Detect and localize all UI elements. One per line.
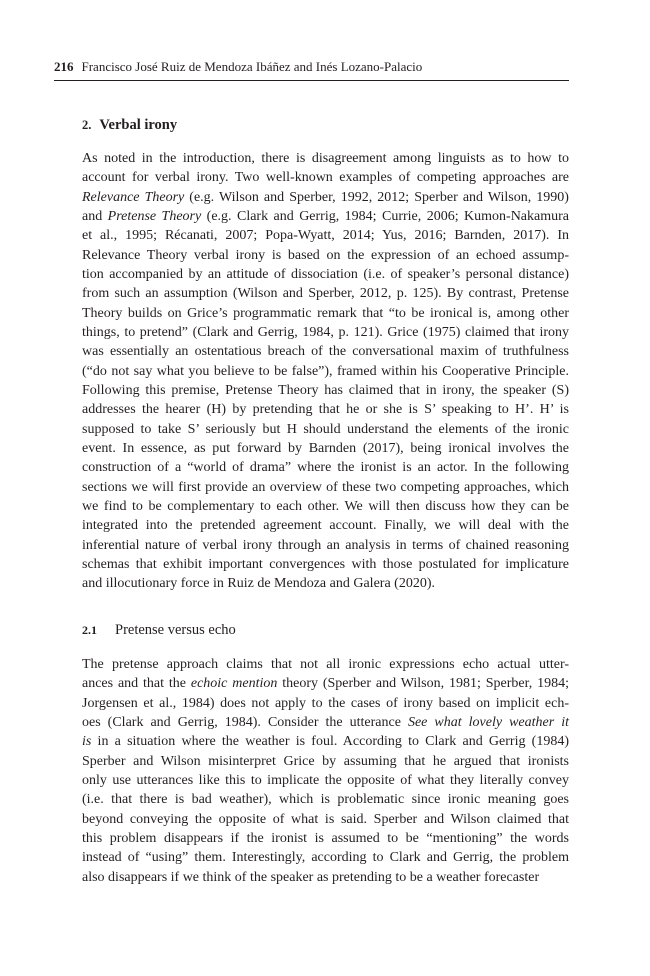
section-heading — [82, 115, 177, 135]
text-line — [82, 771, 569, 790]
header-rule — [54, 80, 569, 81]
text-line — [82, 226, 569, 245]
section-title: Verbal irony — [99, 117, 178, 133]
italic-term: Relevance Theory — [82, 189, 185, 205]
text-line — [82, 188, 569, 207]
paragraph-intro — [82, 149, 569, 594]
text-line — [82, 752, 569, 771]
text-line — [82, 458, 569, 477]
text-run: from such an assumption (Wilson and Sperber, 2012, p. 125). By contrast, Pretense — [82, 286, 569, 302]
subsection-number: 2.1 — [82, 623, 97, 637]
text-line — [82, 284, 569, 303]
text-line — [82, 149, 569, 168]
running-head — [54, 58, 569, 76]
italic-term: Pretense Theory — [107, 208, 202, 224]
text-run: As noted in the introduction, there is disagreement among linguists as to how to — [82, 151, 569, 166]
subsection-heading — [82, 620, 236, 640]
text-run: things, to pretend” (Clark and Gerrig, 1984, p. 121). Grice (1975) claimed that irony — [82, 324, 569, 340]
text-line — [82, 810, 569, 829]
text-run: (e.g. Clark and Gerrig, 1984; Currie, 2006; Kumon-Nakamura — [201, 208, 570, 224]
text-run: ances and that the — [82, 676, 191, 692]
text-run: sections we will first provide an overview of these two competing approaches, which — [82, 479, 569, 495]
text-line — [82, 655, 569, 674]
text-run: construction of a “world of drama” where the ironist is an actor. In the following — [82, 460, 569, 476]
text-line — [82, 713, 569, 732]
text-run: supposed to take S’ seriously but H should understand the elements of the ironic — [82, 421, 569, 437]
text-run: this problem disappears if the ironist is assumed to be “mentioning” the words — [82, 830, 569, 846]
text-run: and illocutionary force in Ruiz de Mendoza and Galera (2020). — [82, 576, 435, 592]
text-line — [82, 362, 569, 381]
text-line — [82, 536, 569, 555]
text-line — [82, 732, 569, 751]
text-run: (e.g. Wilson and Sperber, 1992, 2012; Sperber and Wilson, 1990) — [184, 189, 569, 205]
text-line — [82, 439, 569, 458]
text-line — [82, 516, 569, 535]
text-line — [82, 829, 569, 848]
text-run: in a situation where the weather is foul. According to Clark and Gerrig (1984) — [91, 734, 569, 750]
text-run: instead of “using” them. Interestingly, according to Clark and Gerrig, the problem — [82, 850, 569, 866]
text-line — [82, 694, 569, 713]
text-run: event. In essence, as put forward by Barnden (2017), being ironical involves the — [82, 440, 569, 456]
text-run: only use utterances like this to implicate the opposite of what they literally convey — [82, 772, 569, 788]
text-run: inferential nature of verbal irony through an analysis in terms of chained reasoning — [82, 537, 569, 553]
text-run: Following this premise, Pretense Theory has claimed that in irony, the speaker (S) — [82, 382, 569, 398]
paragraph-pretense-echo — [82, 655, 569, 887]
italic-term: See what lovely weather it — [407, 714, 569, 730]
text-run: Sperber and Wilson misinterpret Grice by assuming that he argued that ironists — [82, 753, 569, 769]
italic-term: echoic mention — [190, 676, 278, 692]
text-run: oes (Clark and Gerrig, 1984). Consider the utterance — [82, 714, 408, 730]
text-run: Jorgensen et al., 1984) does not apply to the cases of irony based on implicit ech- — [82, 695, 569, 711]
page-number: 216 — [54, 59, 74, 74]
text-line — [82, 674, 569, 693]
text-line — [82, 497, 569, 516]
text-run: also disappears if we think of the speaker as pretending to be a weather forecaster — [82, 869, 540, 885]
text-line — [82, 381, 569, 400]
text-line — [82, 342, 569, 361]
italic-term: is — [82, 734, 92, 750]
subsection-title: Pretense versus echo — [115, 622, 236, 638]
text-line — [82, 868, 569, 887]
text-run: schemas that exhibit important convergences with those postulated for implicature — [82, 556, 569, 572]
running-head-authors: Francisco José Ruiz de Mendoza Ibáñez and Inés Lozano-Palacio — [81, 59, 423, 74]
text-run: we find to be complementary to each other. We will then discuss how they can be — [82, 498, 569, 514]
text-run: et al., 1995; Récanati, 2007; Popa-Wyatt, 2014; Yus, 2016; Barnden, 2017). In — [82, 228, 569, 244]
text-line — [82, 168, 569, 187]
text-line — [82, 323, 569, 342]
text-run: theory (Sperber and Wilson, 1981; Sperber, 1984; — [277, 676, 569, 692]
text-line — [82, 265, 569, 284]
text-run: (“do not say what you believe to be false”), framed within his Cooperative Principle. — [82, 363, 569, 379]
text-run: Theory builds on Grice’s programmatic remark that “to be ironical is, among other — [82, 305, 569, 321]
text-line — [82, 246, 569, 265]
text-run: was essentially an ostentatious breach of the conversational maxim of truthfulness — [82, 344, 569, 360]
text-line — [82, 478, 569, 497]
text-line — [82, 420, 569, 439]
text-run: and — [82, 208, 108, 224]
text-line — [82, 555, 569, 574]
text-run: Relevance Theory verbal irony is based on the expression of an echoed assump- — [82, 247, 569, 263]
text-line — [82, 400, 569, 419]
text-run: tion accompanied by an attitude of dissociation (i.e. of speaker’s personal distance) — [82, 266, 569, 282]
text-run: account for verbal irony. Two well-known examples of competing approaches are — [82, 170, 569, 186]
text-run: The pretense approach claims that not all ironic expressions echo actual utter- — [82, 657, 569, 672]
text-run: addresses the hearer (H) by pretending that he or she is S’ speaking to H’. H’ is — [82, 402, 569, 418]
text-line — [82, 848, 569, 867]
text-run: beyond conveying the opposite of what is said. Sperber and Wilson claimed that — [82, 811, 569, 827]
text-line — [82, 574, 569, 593]
text-run: (i.e. that there is bad weather), which is problematic since ironic meaning goes — [82, 792, 569, 808]
text-line — [82, 790, 569, 809]
text-line — [82, 207, 569, 226]
section-number: 2. — [82, 118, 92, 132]
text-line — [82, 304, 569, 323]
text-run: integrated into the pretended agreement account. Finally, we will deal with the — [82, 518, 569, 534]
